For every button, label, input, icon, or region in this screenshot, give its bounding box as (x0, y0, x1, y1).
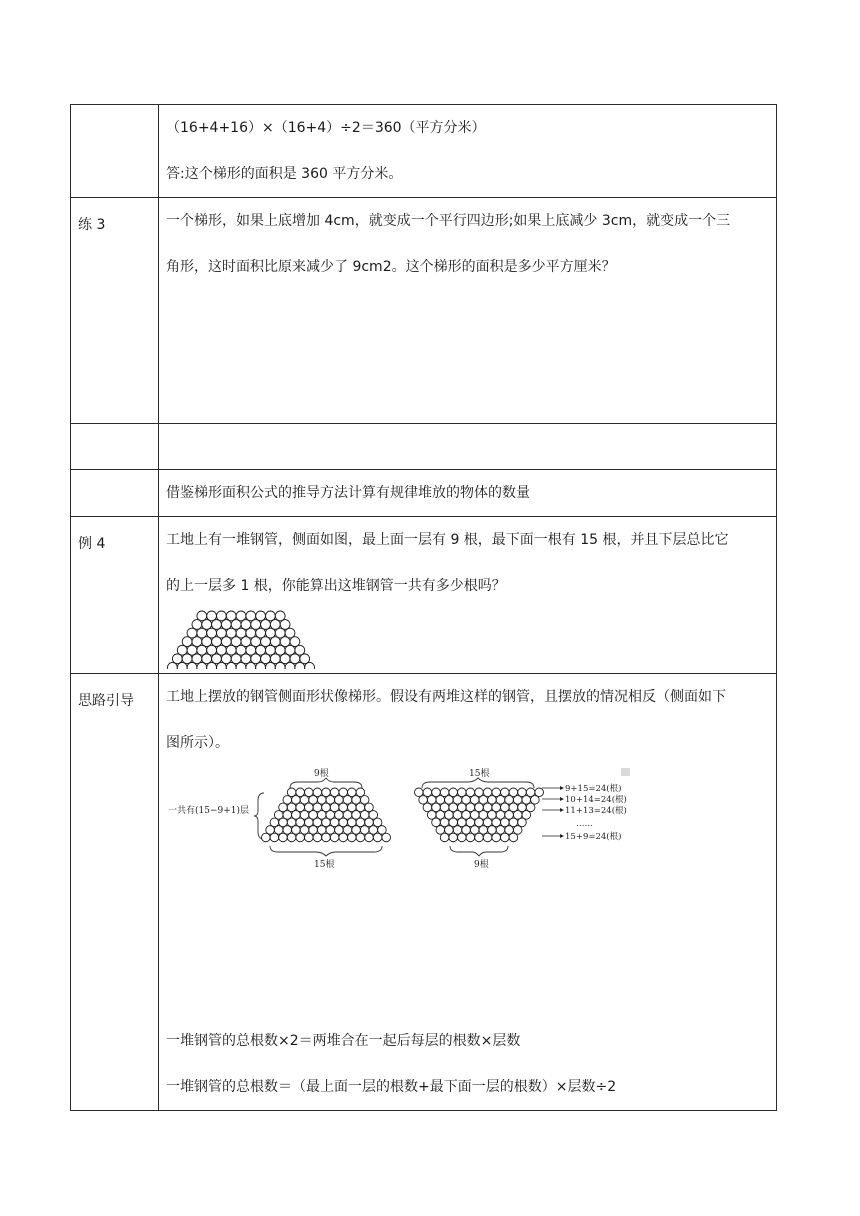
pipe-circle (356, 833, 365, 842)
pipe-circle (246, 628, 256, 638)
row-label (71, 424, 159, 470)
table-row (71, 198, 777, 424)
pipe-circle (266, 645, 276, 655)
pipe-circle (330, 833, 339, 842)
row-content (159, 105, 777, 198)
pipe-circle (207, 645, 217, 655)
row-label: 思路引导 (71, 674, 159, 1111)
pipe-circle (202, 654, 212, 664)
arrow-head-icon (560, 808, 564, 812)
pipe-circle (290, 654, 300, 664)
layer-sum-label: 11+13=24(根) (565, 806, 627, 816)
pipe-circle (262, 833, 271, 842)
pipe-circle (202, 637, 212, 647)
pipe-circle (197, 645, 207, 655)
right-bottom-brace (450, 846, 508, 856)
pipe-circle (270, 654, 280, 664)
bottom-brace (270, 846, 382, 856)
row-content (159, 674, 777, 1111)
pipe-circle (285, 628, 295, 638)
pipe-circle (212, 620, 222, 630)
pipe-circle (466, 833, 475, 842)
problem-line: 一个梯形，如果上底增加 4cm，就变成一个平行四边形;如果上底减少 3cm，就变成一个三 (166, 213, 731, 229)
pipe-circle (348, 833, 357, 842)
row-label (71, 105, 159, 198)
problem-line: 工地上有一堆钢管，侧面如图，最上面一层有 9 根，最下面一根有 15 根，并且下层总比它 (166, 532, 729, 548)
row-content (159, 198, 777, 424)
pipe-circle (197, 628, 207, 638)
pipe-circle (313, 833, 322, 842)
figure-corner-mark (621, 768, 630, 776)
pipe-circle (217, 611, 227, 621)
pipe-circle (168, 662, 178, 669)
layer-sum-label: 9+15=24(根) (565, 784, 622, 794)
pipe-circle (226, 645, 236, 655)
pipe-circle (365, 833, 374, 842)
pipe-circle (285, 662, 295, 669)
right-bottom-count: 9根 (474, 860, 489, 870)
top-brace (290, 778, 362, 788)
table-row (71, 674, 777, 1111)
answer-line: 答:这个梯形的面积是 360 平方分米。 (166, 166, 403, 182)
pipe-circle (256, 662, 266, 669)
left-top-count: 9根 (314, 769, 329, 779)
pipe-circle (458, 833, 467, 842)
pipe-circle (236, 628, 246, 638)
pipe-circle (197, 611, 207, 621)
layer-sum-list (542, 783, 627, 842)
row-label (71, 470, 159, 517)
pipe-circle (207, 628, 217, 638)
pipe-circle (192, 654, 202, 664)
left-bottom-count: 15根 (314, 860, 335, 870)
pipe-circle (275, 645, 285, 655)
pipe-circle (221, 654, 231, 664)
pipe-circle (182, 637, 192, 647)
right-pipe-pile (415, 788, 544, 842)
pipe-circle (275, 628, 285, 638)
row-content (159, 470, 777, 517)
pipe-circle (256, 645, 266, 655)
pipe-circle (266, 611, 276, 621)
pipe-circle (221, 637, 231, 647)
table-row (71, 517, 777, 674)
pipe-circle (322, 833, 331, 842)
pipe-circle (226, 611, 236, 621)
pipe-circle (177, 662, 187, 669)
pipe-circle (241, 654, 251, 664)
pipe-circle (187, 662, 197, 669)
arrow-head-icon (560, 834, 564, 838)
pipe-circle (483, 833, 492, 842)
problem-line: 角形，这时面积比原来减少了 9cm2。这个梯形的面积是多少平方厘米？ (166, 259, 616, 275)
pipe-circle (177, 645, 187, 655)
pipe-circle (226, 662, 236, 669)
pipe-circle (202, 620, 212, 630)
formula-line: 一堆钢管的总根数＝（最上面一层的根数+最下面一层的根数）×层数÷2 (166, 1079, 617, 1095)
pipe-circle (207, 662, 217, 669)
row-label: 练 3 (71, 198, 159, 424)
pipe-circle (251, 637, 261, 647)
pipe-circle (296, 833, 305, 842)
pipe-circle (212, 637, 222, 647)
row-content (159, 424, 777, 470)
pipe-circle (382, 833, 391, 842)
pipe-circle (373, 833, 382, 842)
pipe-circle (236, 611, 246, 621)
left-brace (254, 793, 264, 839)
pipe-circle (449, 833, 458, 842)
pipe-circle (217, 662, 227, 669)
row-label: 例 4 (71, 517, 159, 674)
pipe-circle (217, 645, 227, 655)
guide-line: 工地上摆放的钢管侧面形状像梯形。假设有两堆这样的钢管，且摆放的情况相反（侧面如下 (166, 689, 726, 705)
pipe-circle (192, 637, 202, 647)
pipe-circle (266, 662, 276, 669)
pipe-circle (251, 654, 261, 664)
pipe-circle (236, 662, 246, 669)
pipe-circle (275, 611, 285, 621)
pipe-circle (509, 833, 518, 842)
pipe-circle (501, 833, 510, 842)
pipe-circle (261, 637, 271, 647)
table-row (71, 424, 777, 470)
guide-line: 图所示）。 (166, 735, 229, 751)
pipe-circle (256, 628, 266, 638)
pipe-circle (339, 833, 348, 842)
pipe-circle (266, 628, 276, 638)
pipe-circle (305, 662, 315, 669)
pipe-circle (246, 645, 256, 655)
pipe-circle (231, 620, 241, 630)
pipe-circle (246, 611, 256, 621)
pipe-circle (226, 628, 236, 638)
pipe-circle (280, 654, 290, 664)
table-row (71, 470, 777, 517)
right-top-count: 15根 (469, 769, 490, 779)
pipe-circle (287, 833, 296, 842)
layer-sum-label: 15+9=24(根) (565, 832, 622, 842)
right-top-brace (422, 778, 534, 788)
pipe-circle (172, 654, 182, 664)
pipe-circle (261, 654, 271, 664)
pipe-circle (192, 620, 202, 630)
pipe-circle (197, 662, 207, 669)
formula-line: （16+4+16）×（16+4）÷2＝360（平方分米） (166, 120, 486, 136)
pipe-circle (270, 637, 280, 647)
formula-line: 一堆钢管的总根数×2＝两堆合在一起后每层的根数×层数 (166, 1033, 521, 1049)
layer-count-label: 一共有(15−9+1)层 (168, 806, 250, 816)
pipe-circle (440, 833, 449, 842)
worksheet-table (70, 104, 777, 1111)
pipe-pile-illustration (166, 609, 316, 669)
left-pipe-pile (262, 788, 391, 842)
pipe-circle (207, 611, 217, 621)
pipe-circle (492, 833, 501, 842)
pipe-circle (280, 637, 290, 647)
pipe-circle (285, 645, 295, 655)
pipe-circle (295, 645, 305, 655)
layer-sum-label: 10+14=24(根) (565, 795, 627, 805)
pipe-circle (256, 611, 266, 621)
pipe-circle (305, 833, 314, 842)
pipe-circle (261, 620, 271, 630)
pipe-circle (279, 833, 288, 842)
pipe-circle (217, 628, 227, 638)
pipe-circle (231, 637, 241, 647)
pipe-circle (475, 833, 484, 842)
pipe-circle (280, 620, 290, 630)
row-content (159, 517, 777, 674)
pipe-circle (231, 654, 241, 664)
pipe-circle (221, 620, 231, 630)
pipe-circle (236, 645, 246, 655)
pipe-circle (295, 662, 305, 669)
pipe-circle (212, 654, 222, 664)
pipe-circle (187, 645, 197, 655)
topic-line: 借鉴梯形面积公式的推导方法计算有规律堆放的物体的数量 (166, 485, 530, 501)
layer-sum-label: …… (576, 819, 593, 829)
pipe-circle (290, 637, 300, 647)
pipe-circle (275, 662, 285, 669)
pipe-circle (241, 620, 251, 630)
pipe-circle (270, 833, 279, 842)
pipe-circle (300, 654, 310, 664)
pipe-circle (182, 654, 192, 664)
pipe-circle (246, 662, 256, 669)
arrow-head-icon (560, 786, 564, 790)
arrow-head-icon (560, 797, 564, 801)
pipe-circle (187, 628, 197, 638)
double-pile-figure (166, 766, 646, 876)
table-row (71, 105, 777, 198)
pipe-circle (251, 620, 261, 630)
problem-line: 的上一层多 1 根，你能算出这堆钢管一共有多少根吗？ (166, 578, 506, 594)
pipe-circle (270, 620, 280, 630)
pipe-circle (241, 637, 251, 647)
